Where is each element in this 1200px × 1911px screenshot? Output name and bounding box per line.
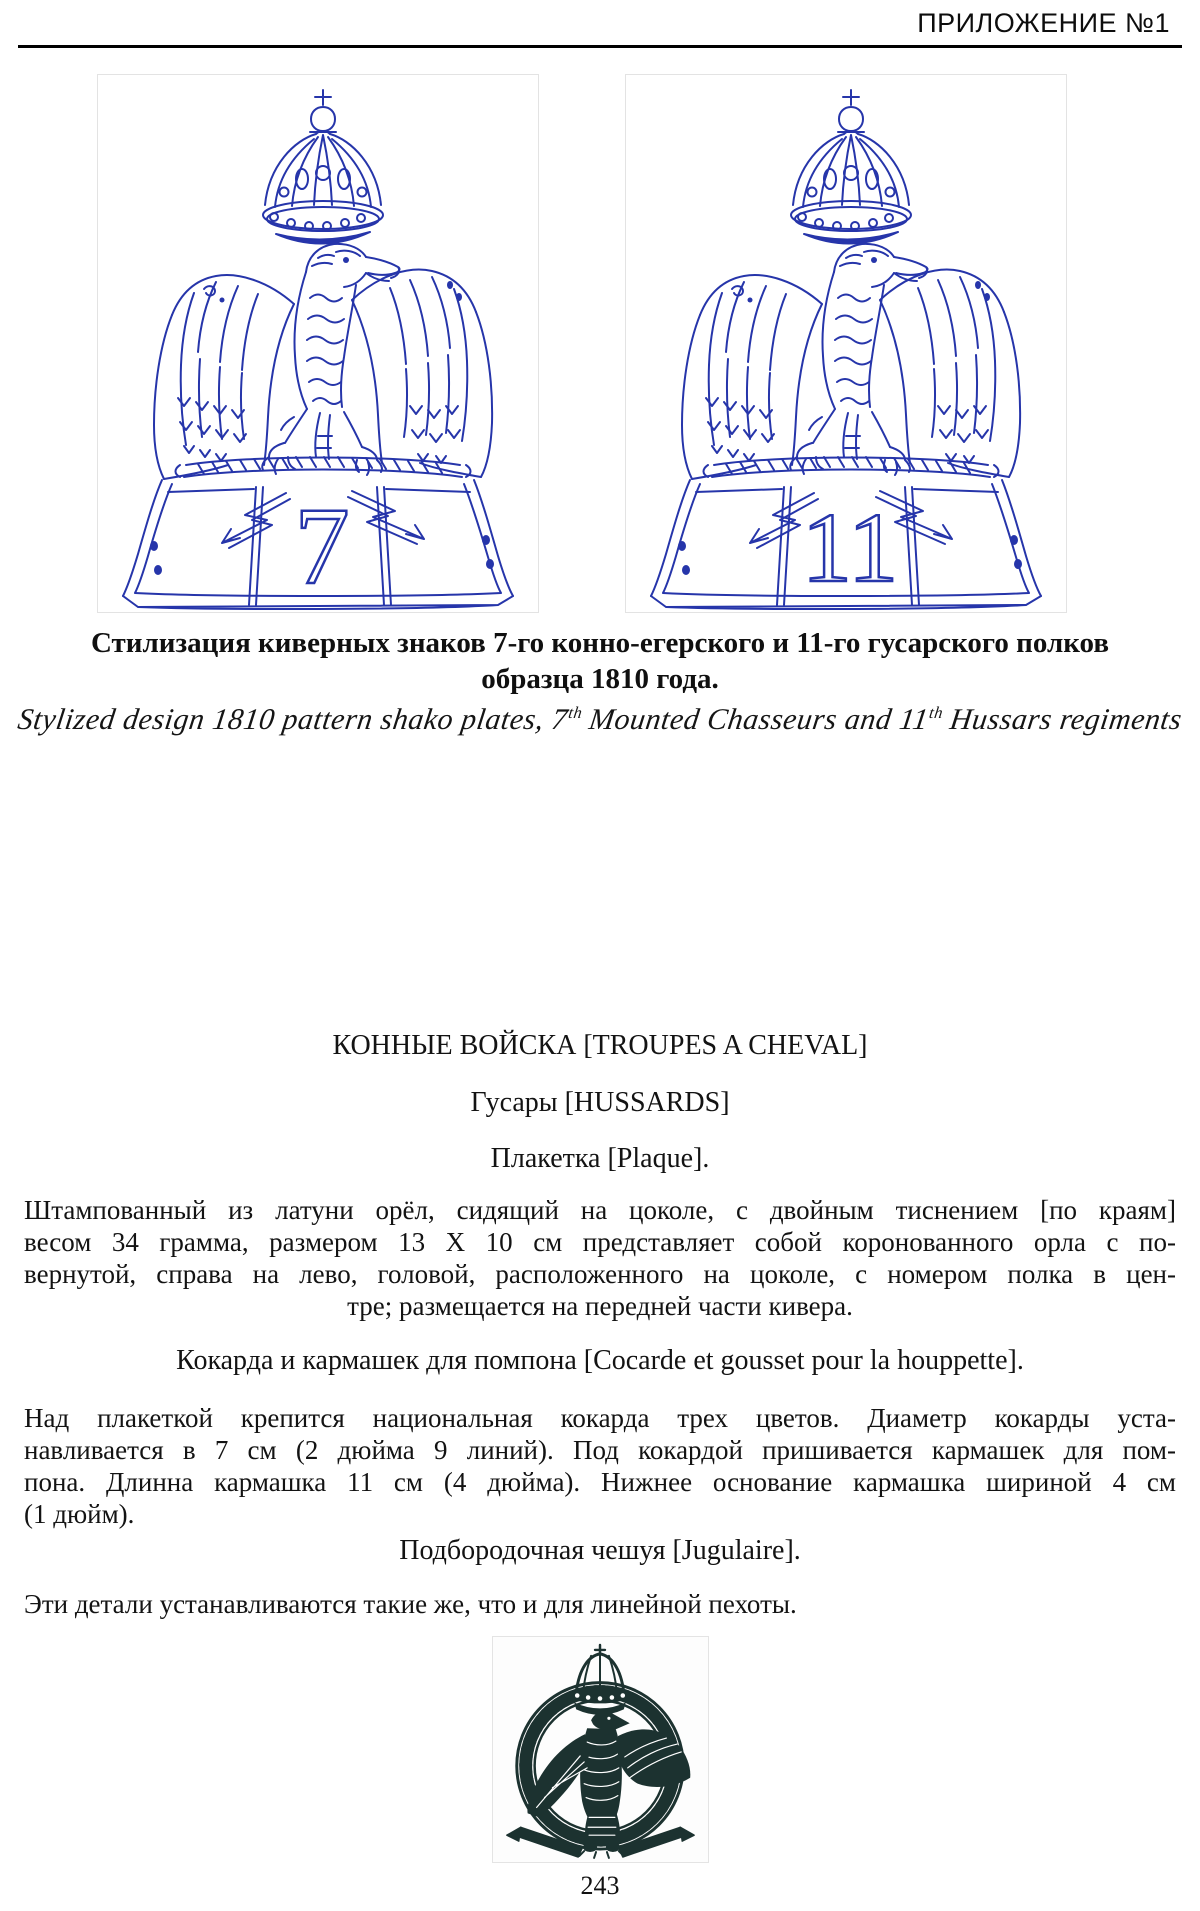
figure-eagle-emblem [492, 1636, 709, 1863]
paragraph-plaque-line: весом 34 грамма, размером 13 Х 10 см представляет собой коронованного орла с по- [24, 1227, 1176, 1257]
figure-shako-plate-7 [97, 74, 539, 613]
figure-caption-ru [0, 625, 1200, 697]
paragraph-jugulaire-line: Эти детали устанавливаются такие же, что и для линейной пехоты. [24, 1589, 797, 1619]
heading-plaque: Плакетка [Plaque]. [490, 1143, 710, 1174]
caption-en-text: Stylized design 1810 pattern shako plates, 7th Mounted Chasseurs and 11th Hussars regiments [15, 703, 1185, 736]
paragraph-plaque-line: вернутой, справа на лево, головой, расположенного на цоколе, с номером полка в цен- [24, 1259, 1176, 1289]
plate-number-11: 11 [801, 492, 899, 603]
paragraph-plaque [24, 1194, 1176, 1322]
caption-ru-line1: Стилизация киверных знаков 7-го конно-егерского и 11-го гусарского полков [91, 627, 1109, 659]
heading-jugulaire: Подбородочная чешуя [Jugulaire]. [399, 1535, 801, 1566]
figure-caption-en [0, 703, 1200, 737]
heading-troupes-a-cheval: КОННЫЕ ВОЙСКА [TROUPES A CHEVAL] [332, 1030, 868, 1061]
figures-row [0, 74, 1200, 613]
paragraph-plaque-line: Штампованный из латуни орёл, сидящий на цоколе, с двойным тиснением [по краям] [24, 1195, 1176, 1225]
paragraph-cocarde-line: (1 дюйм). [24, 1499, 135, 1529]
paragraph-plaque-line: тре; размещается на передней части кивера. [347, 1291, 853, 1321]
caption-ru-line2: образца 1810 года. [481, 663, 719, 695]
paragraph-cocarde [24, 1402, 1176, 1530]
header-rule [18, 45, 1182, 48]
heading-hussards: Гусары [HUSSARDS] [470, 1087, 730, 1118]
page-title: ПРИЛОЖЕНИЕ №1 [917, 8, 1170, 38]
eagle-11-illustration [626, 75, 1066, 612]
paragraph-cocarde-line: пона. Длинна кармашка 11 см (4 дюйма). Нижнее основание кармашка шириной 4 см [24, 1467, 1176, 1497]
paragraph-cocarde-line: Над плакеткой крепится национальная кокарда трех цветов. Диаметр кокарды уста- [24, 1403, 1176, 1433]
page-number: 243 [580, 1871, 620, 1900]
figure-shako-plate-11 [625, 74, 1067, 613]
eagle-emblem-illustration [493, 1637, 708, 1862]
eagle-7-illustration [98, 75, 538, 612]
heading-cocarde: Кокарда и кармашек для помпона [Cocarde et gousset pour la houppette]. [176, 1345, 1024, 1376]
paragraph-jugulaire [24, 1588, 1176, 1620]
paragraph-cocarde-line: навливается в 7 см (2 дюйма 9 линий). Под кокардой пришивается кармашек для пом- [24, 1435, 1176, 1465]
plate-number-7: 7 [294, 485, 350, 607]
